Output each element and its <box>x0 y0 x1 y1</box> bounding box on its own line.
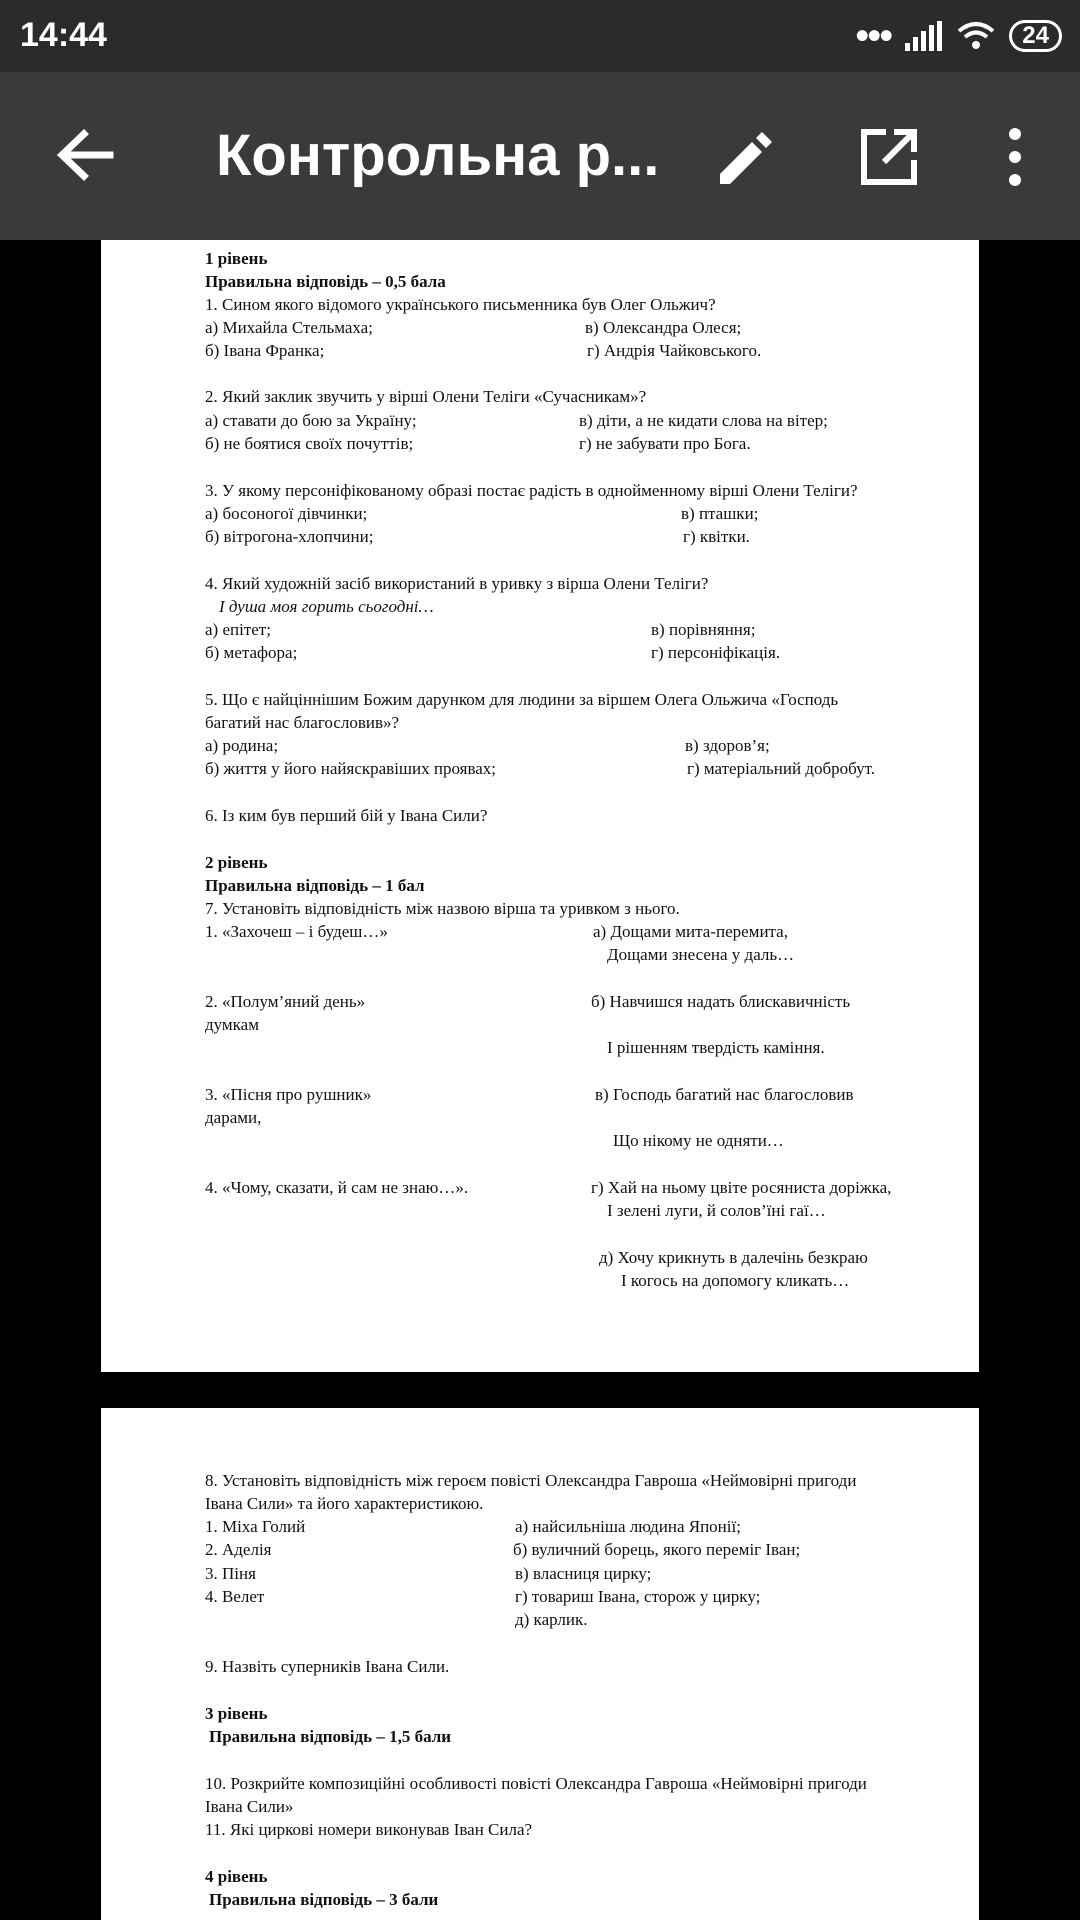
match-answer: в) Господь багатий нас благословив <box>595 1085 854 1104</box>
match-answer: Що нікому не одняти… <box>613 1131 784 1150</box>
answer-option: в) Олександра Олеся; <box>585 318 742 337</box>
document-page-1 <box>101 240 979 1372</box>
question-8-continued: Івана Сили» та його характеристикою. <box>205 1494 484 1513</box>
level-1-score: Правильна відповідь – 0,5 бала <box>205 272 446 291</box>
answer-option: а) босоногої дівчинки; <box>205 504 368 523</box>
match-answer: б) Навчишся надать блискавичність <box>591 992 851 1011</box>
answer-option: а) родина; <box>205 736 279 755</box>
match-answer: І рішенням твердість каміння. <box>607 1038 825 1057</box>
match-item: 4. «Чому, сказати, й сам не знаю…». <box>205 1178 469 1197</box>
battery-icon: 24 <box>1009 20 1062 52</box>
match-item: 2. «Полум’яний день» <box>205 992 366 1011</box>
match-answer: а) Дощами мита-перемита, <box>593 922 788 941</box>
match-item: 3. Піня <box>205 1564 256 1583</box>
question-1: 1. Сином якого відомого українського письменника був Олег Ольжич? <box>205 295 716 314</box>
question-3: 3. У якому персоніфікованому образі постає радість в однойменному вірші Олени Теліги? <box>205 481 858 500</box>
answer-option: г) Андрія Чайковського. <box>587 341 762 360</box>
status-bar <box>0 0 1080 72</box>
question-10-continued: Івана Сили» <box>205 1797 294 1816</box>
match-answer: г) Хай на ньому цвіте росяниста доріжка, <box>591 1178 892 1197</box>
status-icons <box>855 14 1062 58</box>
status-time: 14:44 <box>20 16 107 54</box>
match-answer: Дощами знесена у даль… <box>607 945 795 964</box>
match-answer: в) власниця цирку; <box>515 1564 652 1583</box>
question-10: 10. Розкрийте композиційні особливості повісті Олександра Гавроша «Неймовірні пригоди <box>205 1774 867 1793</box>
question-2: 2. Який заклик звучить у вірші Олени Теліги «Сучасникам»? <box>205 387 647 406</box>
level-3-score: Правильна відповідь – 1,5 бали <box>209 1727 452 1746</box>
question-9: 9. Назвіть суперників Івана Сили. <box>205 1657 450 1676</box>
question-4: 4. Який художній засіб використаний в уривку з вірша Олени Теліги? <box>205 574 709 593</box>
answer-option: в) здоров’я; <box>685 736 770 755</box>
answer-option: г) матеріальний добробут. <box>687 759 876 778</box>
answer-option: в) порівняння; <box>651 620 756 639</box>
answer-option: г) не забувати про Бога. <box>579 434 751 453</box>
more-options-icon[interactable] <box>1000 124 1030 190</box>
wifi-icon <box>957 21 995 51</box>
question-7: 7. Установіть відповідність між назвою вірша та уривком з нього. <box>205 899 680 918</box>
answer-option: б) життя у його найяскравіших проявах; <box>205 759 497 778</box>
match-item: 1. Міха Голий <box>205 1517 306 1536</box>
answer-option: б) метафора; <box>205 643 298 662</box>
answer-option: а) ставати до бою за Україну; <box>205 411 417 430</box>
answer-option: в) пташки; <box>681 504 759 523</box>
question-5: 5. Що є найціннішим Божим дарунком для людини за віршем Олега Ольжича «Господь <box>205 690 839 709</box>
answer-option: г) персоніфікація. <box>651 643 781 662</box>
match-answer: а) найсильніша людина Японії; <box>515 1517 741 1536</box>
question-11: 11. Які циркові номери виконував Іван Сила? <box>205 1820 533 1839</box>
question-6: 6. Із ким був перший бій у Івана Сили? <box>205 806 488 825</box>
level-2-score: Правильна відповідь – 1 бал <box>205 876 425 895</box>
match-answer: І когось на допомогу кликать… <box>621 1271 850 1290</box>
answer-option: б) не боятися своїх почуттів; <box>205 434 414 453</box>
match-item: 1. «Захочеш – і будеш…» <box>205 922 388 941</box>
document-title: Контрольна р... <box>216 123 660 188</box>
answer-option: в) діти, а не кидати слова на вітер; <box>579 411 828 430</box>
match-item: 2. Аделія <box>205 1540 272 1559</box>
level-4-score: Правильна відповідь – 3 бали <box>209 1890 439 1909</box>
more-notifications-icon: ••• <box>855 14 892 58</box>
level-3-heading: 3 рівень <box>205 1704 268 1723</box>
match-answer: д) Хочу крикнуть в далечінь безкраю <box>599 1248 868 1267</box>
signal-icon <box>905 21 943 51</box>
answer-option: а) Михайла Стельмаха; <box>205 318 373 337</box>
match-answer: І зелені луги, й солов’їні гаї… <box>607 1201 826 1220</box>
answer-option: а) епітет; <box>205 620 271 639</box>
app-toolbar <box>0 72 1080 240</box>
match-answer: б) вуличний борець, якого переміг Іван; <box>513 1540 801 1559</box>
level-1-heading: 1 рівень <box>205 249 268 268</box>
match-item: 4. Велет <box>205 1587 265 1606</box>
back-arrow-icon[interactable] <box>50 120 120 190</box>
question-5-continued: багатий нас благословив»? <box>205 713 400 732</box>
match-answer: д) карлик. <box>515 1610 588 1629</box>
edit-pencil-icon[interactable] <box>712 124 778 190</box>
answer-option: г) квітки. <box>683 527 750 546</box>
open-external-icon[interactable] <box>856 124 922 190</box>
document-page-2 <box>101 1408 979 1920</box>
match-item-continued: дарами, <box>205 1108 262 1127</box>
answer-option: б) Івана Франка; <box>205 341 325 360</box>
match-item-continued: думкам <box>205 1015 259 1034</box>
match-answer: г) товариш Івана, сторож у цирку; <box>515 1587 761 1606</box>
poem-quote: І душа моя горить сьогодні… <box>219 597 434 616</box>
level-2-heading: 2 рівень <box>205 853 268 872</box>
question-8: 8. Установіть відповідність між героєм повісті Олександра Гавроша «Неймовірні пригоди <box>205 1471 857 1490</box>
answer-option: б) вітрогона-хлопчини; <box>205 527 374 546</box>
match-item: 3. «Пісня про рушник» <box>205 1085 372 1104</box>
level-4-heading: 4 рівень <box>205 1867 268 1886</box>
